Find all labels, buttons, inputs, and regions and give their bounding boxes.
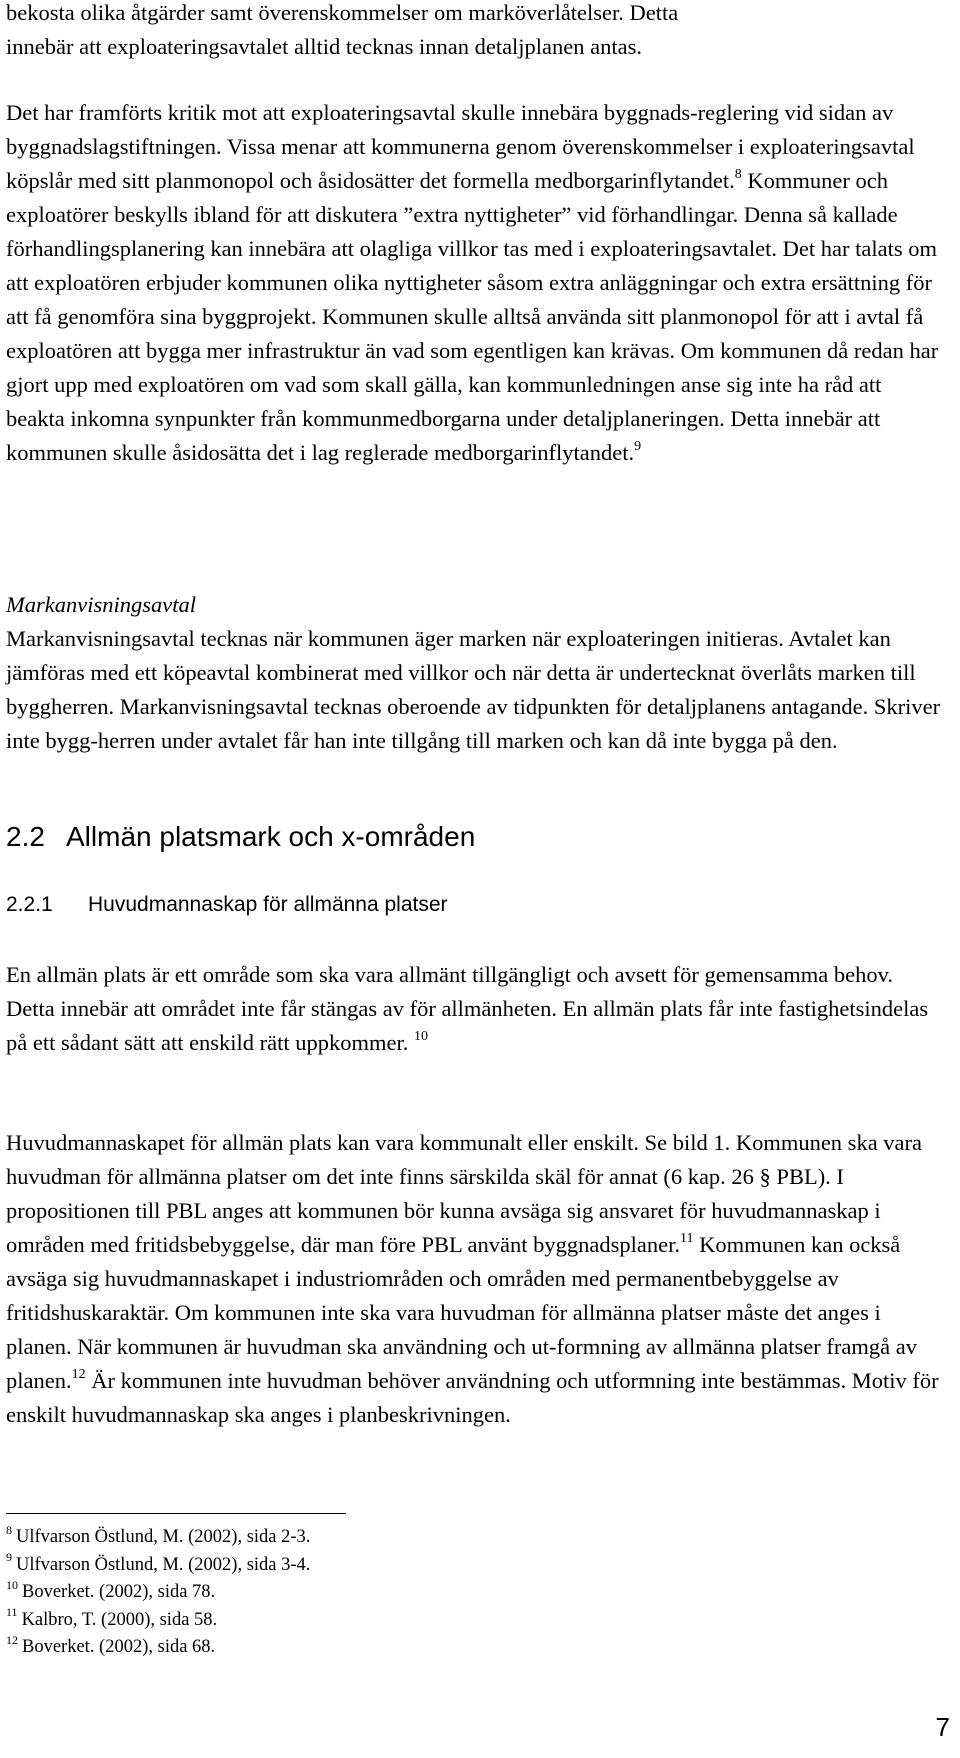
subsection-heading	[6, 890, 448, 920]
paragraph-text: Det har framförts kritik mot att exploateringsavtal skulle innebära byggnads-reglering vid sidan av byggnadslagstiftningen. Vissa menar att kommunerna genom överenskommelser i exploateringsavtal köpslår med sitt planmonopol och åsidosätter det formella medborgarinflytandet.	[6, 100, 915, 193]
paragraph-line: bekosta olika åtgärder samt överenskommelser om marköverlåtelser. Detta	[6, 0, 679, 25]
footnote	[6, 1524, 310, 1552]
footnote-text: Kalbro, T. (2000), sida 58.	[21, 1609, 218, 1630]
footnotes	[6, 1524, 310, 1662]
paragraph-kritik	[6, 96, 944, 470]
section-heading	[6, 820, 475, 854]
paragraph-text: Kommuner och exploatörer beskylls ibland för att diskutera ”extra nyttigheter” vid förhandlingar. Denna så kallade förhandlingsplanering kan innebära att olagliga villkor tas med i exploateringsavtalet. Det har talats om att exploatören erbjuder kommunen olika nyttigheter såsom extra anläggningar och extra ersättning för att få genomföra sina byggprojekt. Kommunen skulle alltså använda sitt planmonopol för att i avtal få exploatören att bygga mer infrastruktur än vad som egentligen kan krävas. Om kommunen då redan har gjort upp med exploatören om vad som skall gälla, kan kommunledningen anse sig inte ha råd att beakta inkomna synpunkter från kommunmedborgarna under detaljplaneringen. Detta innebär att kommunen skulle åsidosätta det i lag reglerade medborgarinflytandet.	[6, 168, 939, 465]
footnote-ref[interactable]: 8	[734, 166, 742, 182]
footnote-number: 8	[6, 1522, 12, 1537]
footnote-divider	[6, 1513, 346, 1514]
paragraph-line: innebär att exploateringsavtalet alltid tecknas innan detaljplanen antas.	[6, 34, 643, 59]
footnote-number: 10	[6, 1577, 18, 1592]
subheading-markanvisningsavtal: Markanvisningsavtal	[6, 592, 196, 617]
footnote	[6, 1607, 310, 1635]
footnote-ref[interactable]: 9	[634, 438, 642, 454]
paragraph-markanvisning	[6, 622, 944, 758]
footnote-text: Boverket. (2002), sida 78.	[22, 1582, 216, 1602]
paragraph-text: Markanvisningsavtal tecknas när kommunen äger marken när exploateringen initieras. Avtalet kan jämföras med ett köpeavtal kombinerat med villkor och när detta är undertecknat överlåts marken till byggherren. Markanvisningsavtal tecknas oberoende av tidpunkten för detaljplanens antagande. Skriver inte bygg-herren under avtalet får han inte tillgång till marken och kan då inte bygga på den.	[6, 626, 941, 753]
footnote-ref[interactable]: 11	[679, 1230, 694, 1246]
footnote-text: Ulfvarson Östlund, M. (2002), sida 2-3.	[16, 1527, 311, 1547]
footnote-number: 12	[6, 1632, 18, 1647]
footnote-text: Boverket. (2002), sida 68.	[22, 1637, 216, 1657]
paragraph-text: Kommunen kan också avsäga sig huvudmannaskapet i industriområden och områden med permanentbebyggelse av fritidshuskaraktär. Om kommunen inte ska vara huvudman för allmänna platser måste det anges i planen. När kommunen är huvudman ska användning och ut-formning av allmänna platser framgå av planen.	[6, 1232, 917, 1393]
subsection-title: Huvudmannaskap för allmänna platser	[88, 893, 448, 916]
paragraph-intro	[6, 0, 944, 64]
paragraph-text: Är kommunen inte huvudman behöver användning och utformning inte bestämmas. Motiv för enskilt huvudmannaskap ska anges i planbeskrivningen.	[6, 1368, 939, 1427]
footnote-number: 9	[6, 1550, 12, 1565]
paragraph-allman-plats	[6, 958, 944, 1060]
paragraph-huvudmannaskap	[6, 1126, 944, 1432]
footnote	[6, 1552, 310, 1580]
paragraph-text: En allmän plats är ett område som ska vara allmänt tillgängligt och avsett för gemensamma behov. Detta innebär att området inte får stängas av för allmänheten. En allmän plats får inte fastighetsindelas på ett sådant sätt att enskild rätt uppkommer.	[6, 962, 929, 1055]
footnote	[6, 1634, 310, 1662]
section-number: 2.2	[6, 821, 45, 852]
paragraph-text: Huvudmannaskapet för allmän plats kan vara kommunalt eller enskilt. Se bild 1. Kommunen ska vara huvudman för allmänna platser om det inte finns särskilda skäl för annat (6 kap. 26 § PBL). I propositionen till PBL anges att kommunen bör kunna avsäga sig ansvaret för huvudmannaskap i områden med fritidsbebyggelse, där man före PBL använt byggnadsplaner.	[6, 1130, 923, 1257]
footnote-number: 11	[6, 1605, 18, 1620]
footnote	[6, 1579, 310, 1607]
footnote-text: Ulfvarson Östlund, M. (2002), sida 3-4.	[16, 1554, 311, 1575]
page-number: 7	[935, 1712, 950, 1742]
footnote-ref[interactable]: 10	[414, 1028, 429, 1044]
subsection-number: 2.2.1	[6, 893, 53, 916]
footnote-ref[interactable]: 12	[71, 1366, 86, 1382]
section-title: Allmän platsmark och x-områden	[66, 821, 476, 852]
